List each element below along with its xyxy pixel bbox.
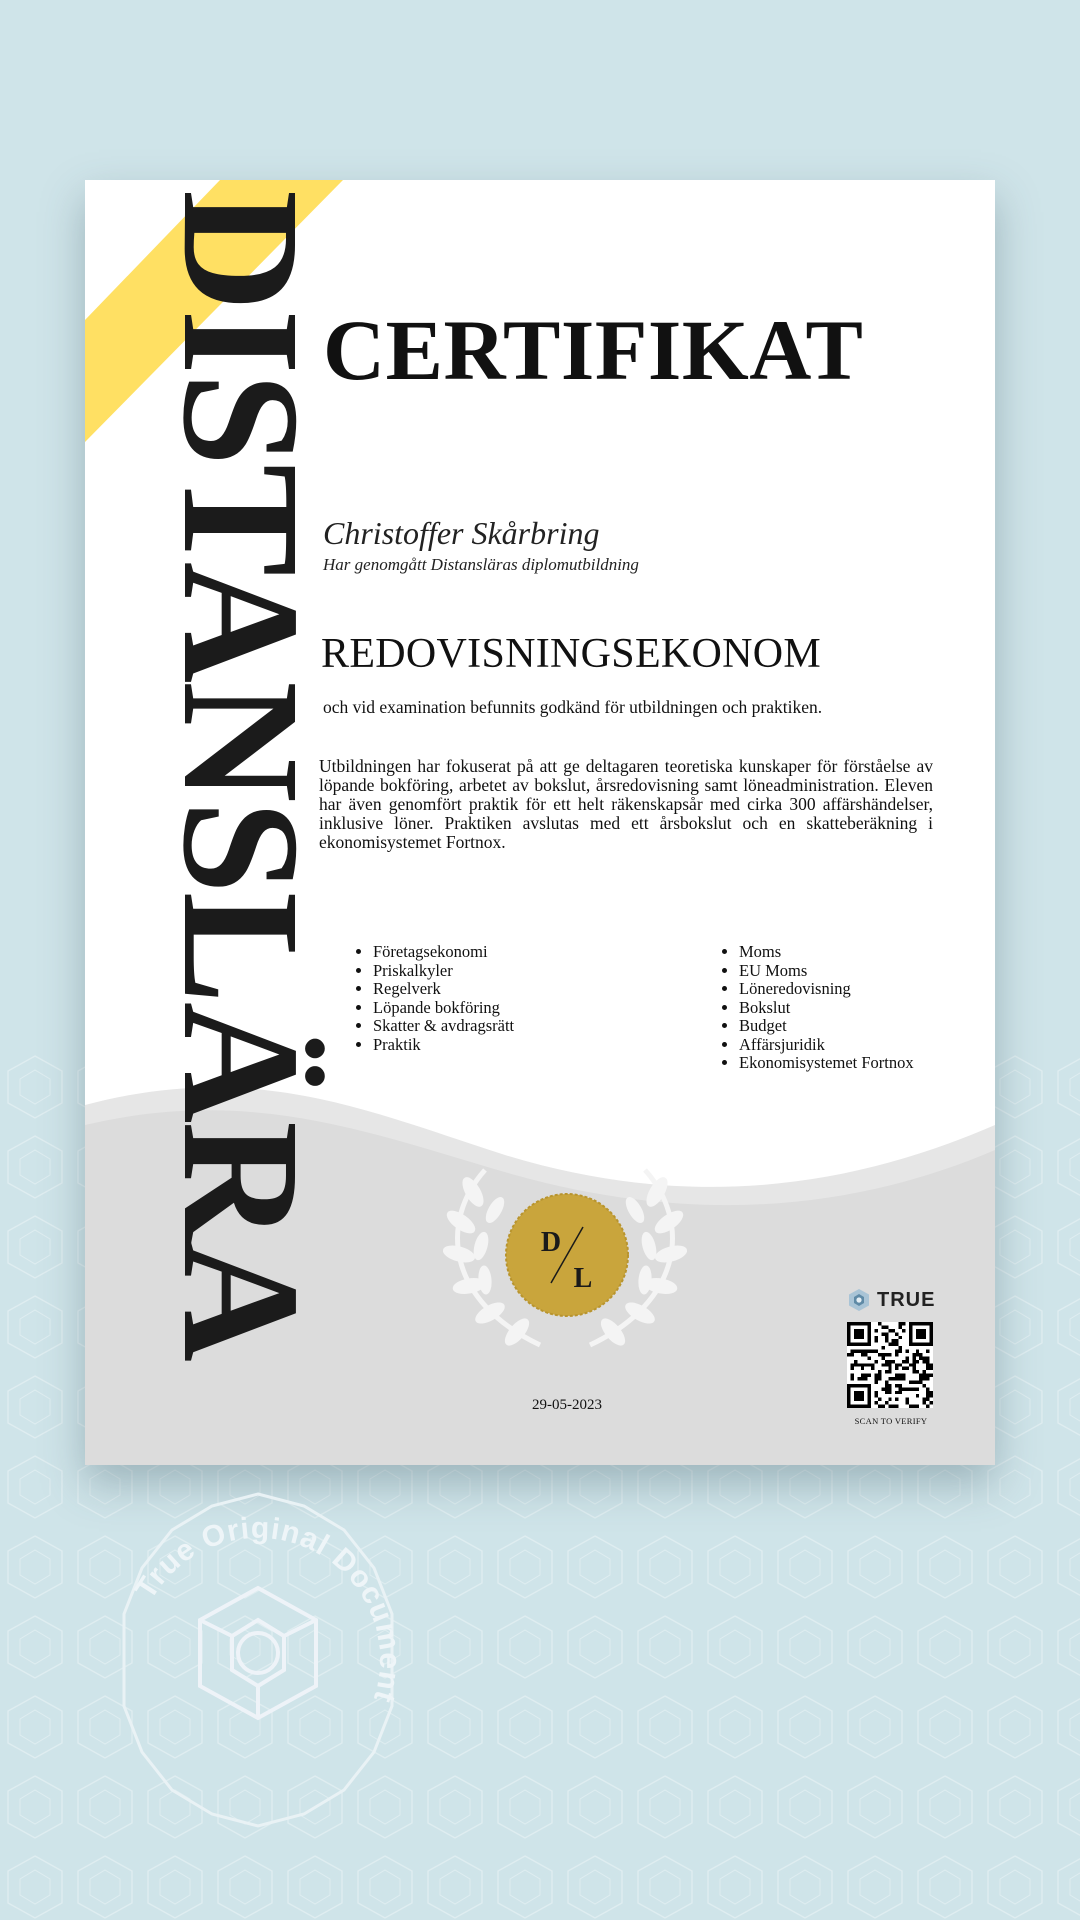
- list-item: • Bokslut: [739, 999, 914, 1018]
- stamp-text: True Original Document: [128, 1511, 407, 1707]
- true-brand-label: TRUE: [877, 1288, 936, 1311]
- list-item: • Löneredovisning: [739, 980, 914, 999]
- recipient-name: Christoffer Skårbring: [323, 515, 600, 551]
- description-text: Utbildningen har fokuserat på att ge deltagaren teoretiska kunskaper för förståelse av löpande bokföring, arbetet av bokslut, årsredovisning samt löneadministration. Eleven har även genomfört praktik för ett helt räkenskapsår med cirka 300 affärshändelser, inklusive löner. Praktiken avslutas med ett årsbokslut och en skatteberäkning i ekonomisystemet Fortnox.: [319, 756, 933, 852]
- scan-to-verify-label: SCAN TO VERIFY: [854, 1416, 928, 1426]
- stamp-hex-icon: [200, 1588, 316, 1718]
- certificate: [85, 180, 995, 1465]
- gold-seal: [505, 1193, 629, 1317]
- list-item: • Moms: [739, 943, 914, 962]
- list-item: • Ekonomisystemet Fortnox: [739, 1054, 914, 1073]
- list-item: • Företagsekonomi: [373, 943, 514, 962]
- list-item: • Affärsjuridik: [739, 1036, 914, 1055]
- vertical-brand-name: DISTANSLÄRA: [148, 190, 334, 1360]
- list-item: • Regelverk: [373, 980, 514, 999]
- program-name: REDOVISNINGSEKONOM: [321, 631, 822, 677]
- list-item: • Budget: [739, 1017, 914, 1036]
- true-original-document-stamp: [88, 1490, 428, 1830]
- qr-code[interactable]: [847, 1322, 933, 1408]
- seal-letter-bottom: L: [573, 1263, 593, 1294]
- list-item: • Skatter & avdragsrätt: [373, 1017, 514, 1036]
- list-item: • Priskalkyler: [373, 962, 514, 981]
- approval-text: och vid examination befunnits godkänd för utbildningen och praktiken.: [323, 697, 823, 717]
- seal-letter-top: D: [540, 1227, 562, 1258]
- issue-date: 29-05-2023: [532, 1397, 602, 1413]
- list-item: • EU Moms: [739, 962, 914, 981]
- true-hex-icon: [847, 1288, 871, 1312]
- list-item: • Praktik: [373, 1036, 514, 1055]
- subjects-list-right: [713, 943, 914, 1073]
- subjects-list-left: [347, 943, 514, 1054]
- list-item: • Löpande bokföring: [373, 999, 514, 1018]
- recipient-subtitle: Har genomgått Distansläras diplomutbildning: [323, 555, 639, 574]
- svg-text:True Original Document: [129, 1512, 406, 1707]
- certificate-title: CERTIFIKAT: [323, 302, 864, 398]
- true-logo: [847, 1287, 947, 1313]
